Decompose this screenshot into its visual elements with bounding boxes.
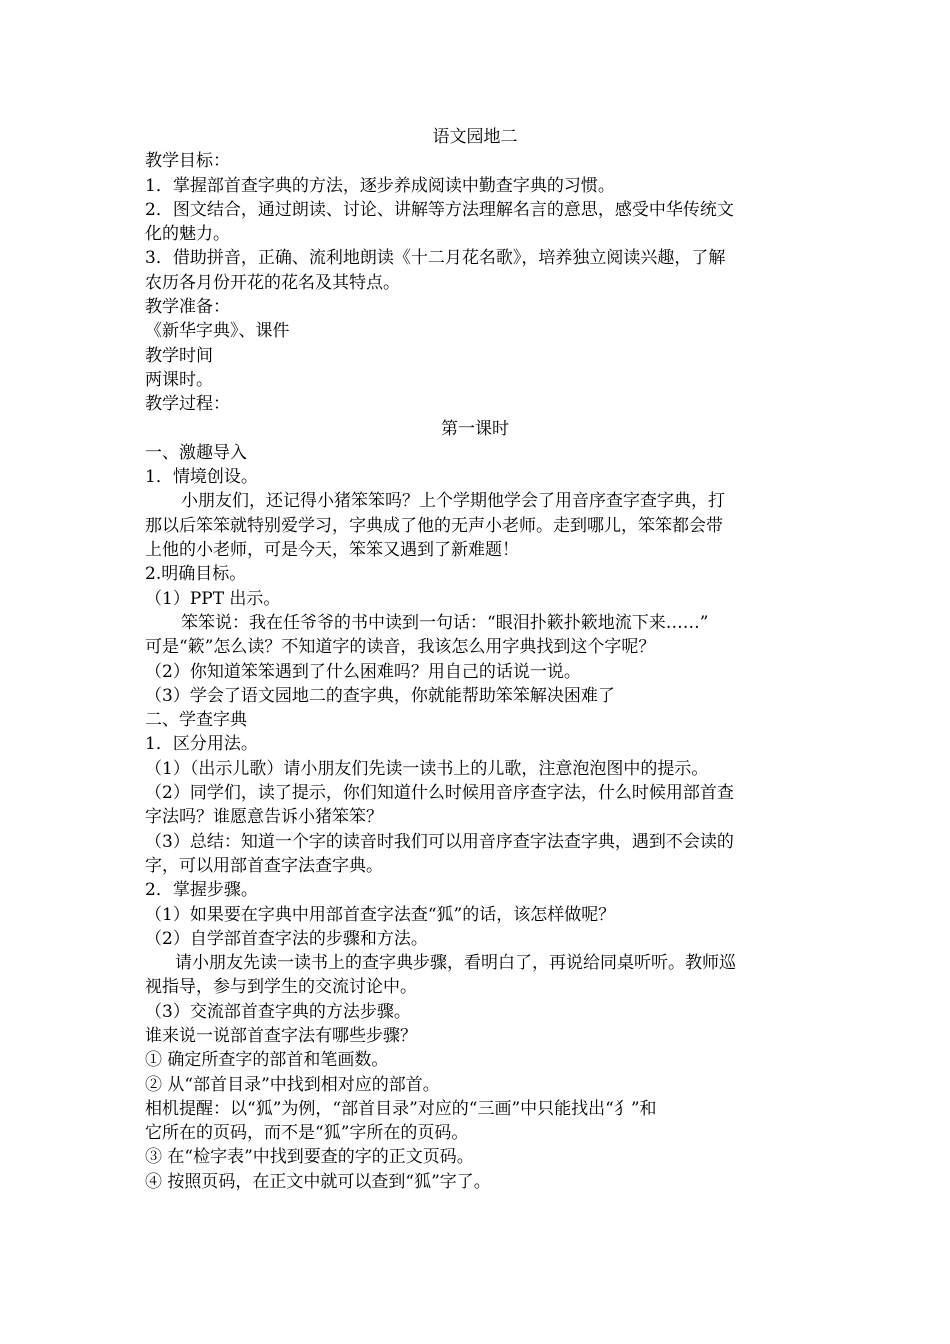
- list-item: 字，可以用部首查字法查字典。: [145, 855, 383, 876]
- list-item: （1）（出示儿歌）请小朋友们先读一读书上的儿歌，注意泡泡图中的提示。: [145, 758, 709, 779]
- numbered-step: ③ 在“检字表”中找到要查的字的正文页码。: [145, 1147, 474, 1168]
- section-heading-2: 二、学查字典: [145, 710, 247, 731]
- paragraph-line: 笨笨说：我在任爷爷的书中读到一句话：“眼泪扑簌扑簌地流下来……”: [181, 612, 709, 633]
- numbered-step: ④ 按照页码，在正文中就可以查到“狐”字了。: [145, 1171, 491, 1192]
- time-text: 两课时。: [145, 369, 213, 390]
- list-item: （3）交流部首查字典的方法步骤。: [145, 1001, 411, 1022]
- lesson-heading: 第一课时: [441, 418, 509, 439]
- paragraph-line: 请小朋友先读一读书上的查字典步骤，看明白了，再说给同桌听听。教师巡: [175, 953, 736, 974]
- heading-objectives: 教学目标：: [145, 151, 230, 172]
- numbered-step: ② 从“部首目录”中找到相对应的部首。: [145, 1074, 440, 1095]
- paragraph-line: 上他的小老师，可是今天，笨笨又遇到了新难题！: [145, 540, 519, 561]
- list-item: （3）学会了语文园地二的查字典，你就能帮助笨笨解决困难了: [145, 685, 615, 706]
- objective-3-line-1: 3．借助拼音，正确、流利地朗读《十二月花名歌》，培养独立阅读兴趣，了解: [145, 248, 726, 269]
- objective-3-line-2: 农历各月份开花的花名及其特点。: [145, 272, 400, 293]
- paragraph-line: 视指导，参与到学生的交流讨论中。: [145, 977, 417, 998]
- step-heading: 1．区分用法。: [145, 734, 258, 755]
- list-item: （2）你知道笨笨遇到了什么困难吗？用自己的话说一说。: [145, 661, 581, 682]
- list-item: （2）同学们，读了提示，你们知道什么时候用音序查字法，什么时候用部首查: [145, 783, 734, 804]
- paragraph-line: 小朋友们，还记得小猪笨笨吗？上个学期他学会了用音序查字查字典，打: [181, 491, 725, 512]
- objective-2-line-2: 化的魅力。: [145, 224, 230, 245]
- list-item: （1）如果要在字典中用部首查字法查“狐”的话，该怎样做呢？: [145, 904, 616, 925]
- paragraph-line: 可是“簌”怎么读？不知道字的读音，我该怎么用字典找到这个字呢？: [145, 637, 656, 658]
- list-item: 字法吗？谁愿意告诉小猪笨笨？: [145, 807, 383, 828]
- paragraph-line: 谁来说一说部首查字法有哪些步骤？: [145, 1025, 417, 1046]
- objective-2-line-1: 2．图文结合，通过朗读、讨论、讲解等方法理解名言的意思，感受中华传统文: [145, 199, 734, 220]
- list-item: （2）自学部首查字法的步骤和方法。: [145, 928, 428, 949]
- objective-1: 1．掌握部首查字典的方法，逐步养成阅读中勤查字典的习惯。: [145, 175, 615, 196]
- document-title: 语文园地二: [432, 127, 518, 147]
- heading-time: 教学时间: [145, 345, 213, 366]
- list-item: （1）PPT 出示。: [145, 588, 281, 609]
- document-body: [145, 125, 805, 1194]
- step-heading: 2．掌握步骤。: [145, 880, 258, 901]
- section-heading-1: 一、激趣导入: [145, 442, 247, 463]
- heading-preparation: 教学准备：: [145, 297, 230, 318]
- heading-process: 教学过程：: [145, 394, 230, 415]
- paragraph-line: 它所在的页码，而不是“狐”字所在的页码。: [145, 1123, 469, 1144]
- step-heading: 1．情境创设。: [145, 467, 258, 488]
- paragraph-line: 那以后笨笨就特别爱学习，字典成了他的无声小老师。走到哪儿，笨笨都会带: [145, 515, 723, 536]
- paragraph-line: 相机提醒：以“狐”为例，“部首目录”对应的“三画”中只能找出“犭”和: [145, 1098, 657, 1119]
- numbered-step: ① 确定所查字的部首和笔画数。: [145, 1050, 389, 1071]
- list-item: （3）总结：知道一个字的读音时我们可以用音序查字法查字典，遇到不会读的: [145, 831, 734, 852]
- preparation-text: 《新华字典》、课件: [145, 321, 290, 342]
- step-heading: 2.明确目标。: [145, 564, 247, 585]
